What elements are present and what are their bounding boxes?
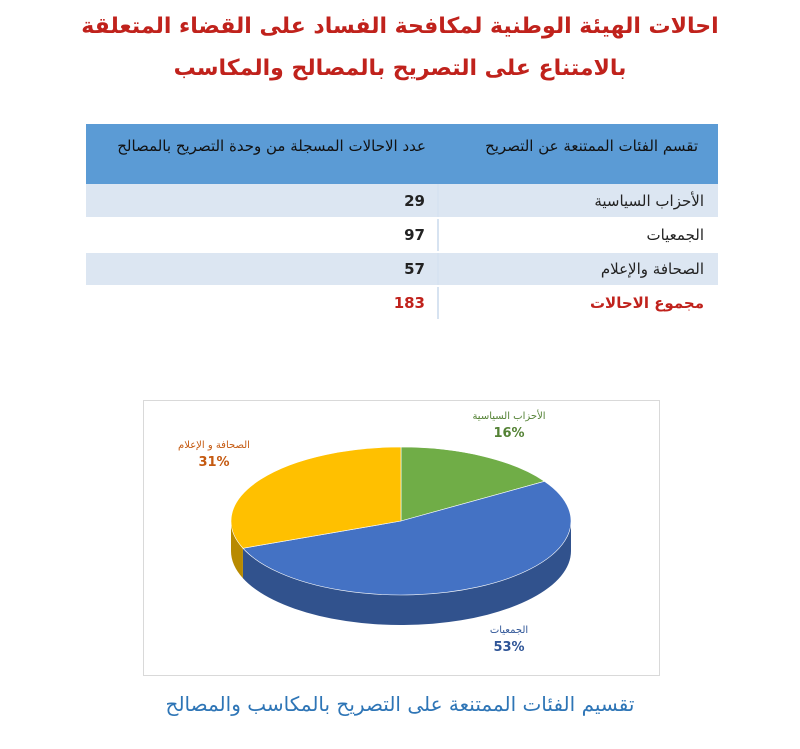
- referrals-table: [86, 124, 718, 321]
- row-label: الجمعيات: [438, 218, 718, 252]
- row-value: 97: [86, 218, 438, 252]
- pie-chart-frame: [143, 400, 660, 676]
- row-label: الأحزاب السياسية: [438, 184, 718, 218]
- pie-label-associations-category: الجمعيات: [489, 625, 529, 636]
- pie-label-parties-category: الأحزاب السياسية: [472, 411, 546, 422]
- pie-label-media-category: الصحافة و الإعلام: [178, 440, 250, 451]
- total-label: مجموع الاحالات: [438, 286, 718, 320]
- row-value: 29: [86, 184, 438, 218]
- pie-label-associations-value: 53%: [493, 640, 525, 655]
- table-row: [86, 184, 718, 218]
- row-label: الصحافة والإعلام: [438, 252, 718, 286]
- pie-label-parties-value: 16%: [493, 426, 525, 441]
- chart-caption: تقسيم الفئات الممتنعة على التصريح بالمكاسب والمصالح: [165, 692, 635, 716]
- table-total-row: [86, 286, 718, 320]
- header-category: تقسم الفئات الممتنعة عن التصريح: [438, 124, 718, 184]
- table-header-row: [86, 124, 718, 184]
- row-value: 57: [86, 252, 438, 286]
- title-line-1: احالات الهيئة الوطنية لمكافحة الفساد على القضاء المتعلقة: [81, 14, 719, 39]
- pie-chart: [144, 401, 659, 675]
- pie-label-media-value: 31%: [198, 455, 230, 470]
- table-row: [86, 218, 718, 252]
- total-value: 183: [86, 286, 438, 320]
- header-count: عدد الاحالات المسجلة من وحدة التصريح بالمصالح: [86, 124, 438, 184]
- title-line-2: بالامتناع على التصريح بالمصالح والمكاسب: [173, 56, 627, 81]
- table-row: [86, 252, 718, 286]
